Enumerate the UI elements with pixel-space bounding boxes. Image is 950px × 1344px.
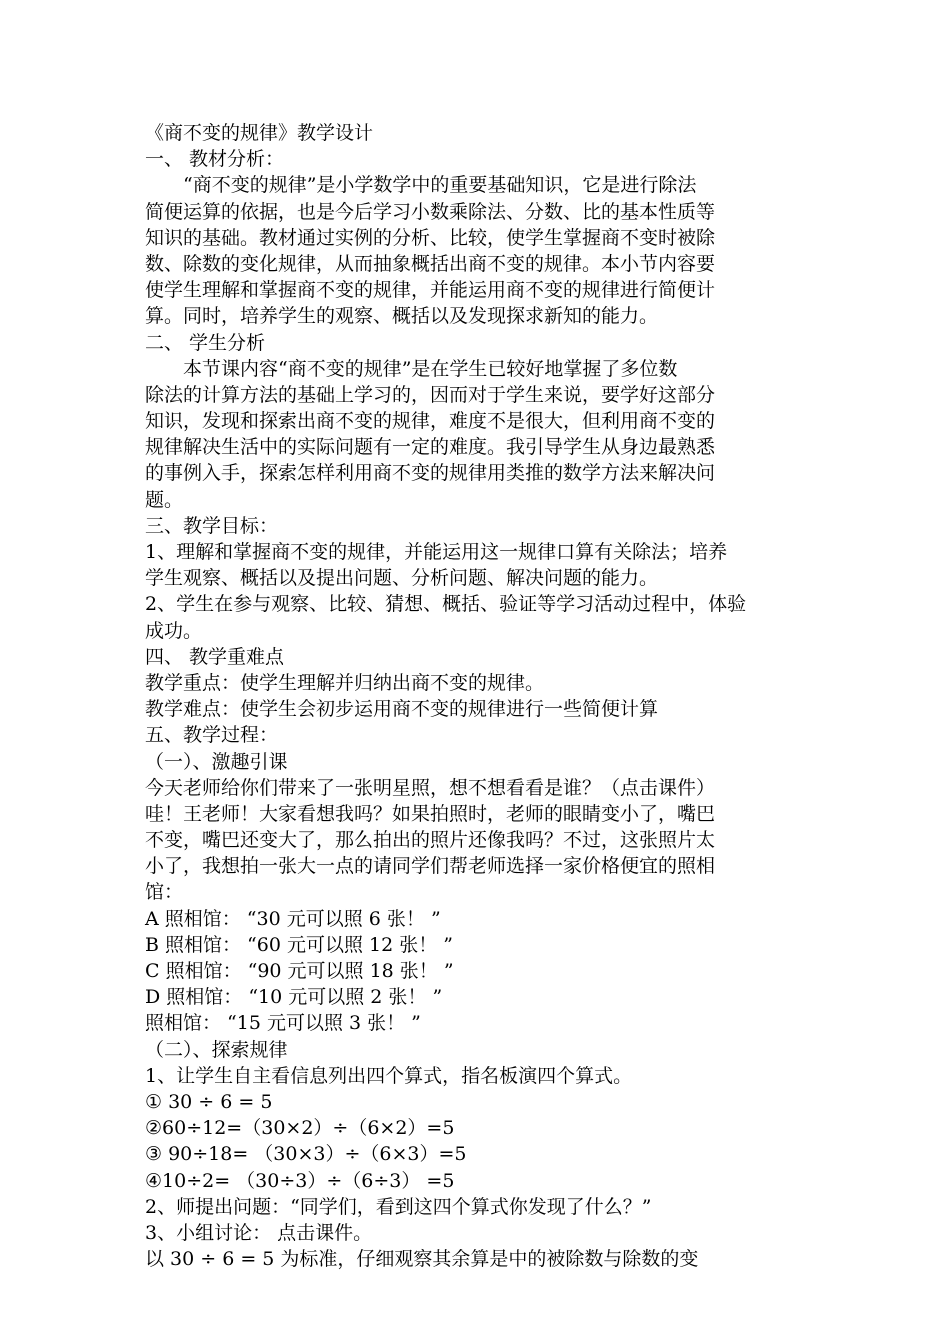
studio-line: C 照相馆： “90 元可以照 18 张！ ” xyxy=(145,960,454,982)
paragraph-line: 知识的基础。教材通过实例的分析、比较，使学生掌握商不变时被除 xyxy=(145,226,716,249)
equation-line: ④10÷2= （30÷3）÷（6÷3） =5 xyxy=(145,1169,455,1192)
subsection-heading-2: （二）、探索规律 xyxy=(145,1038,288,1061)
paragraph-line: 题。 xyxy=(145,488,184,511)
equation-line: ③ 90÷18= （30×3）÷（6×3）=5 xyxy=(145,1143,467,1166)
section-heading-5: 五、教学过程： xyxy=(145,724,279,747)
paragraph-line: 3、小组讨论： 点击课件。 xyxy=(145,1221,373,1244)
studio-line: 照相馆： “15 元可以照 3 张！ ” xyxy=(145,1012,421,1035)
paragraph-line: 算。同时，培养学生的观察、概括以及发现探求新知的能力。 xyxy=(145,305,659,328)
doc-title: 《商不变的规律》教学设计 xyxy=(145,122,374,144)
document-page xyxy=(145,120,810,1272)
goal-line: 学生观察、概括以及提出问题、分析问题、解决问题的能力。 xyxy=(145,567,659,590)
paragraph-line: 使学生理解和掌握商不变的规律，并能运用商不变的规律进行简便计 xyxy=(145,279,716,302)
paragraph-line: 不变，嘴巴还变大了，那么拍出的照片还像我吗？不过，这张照片太 xyxy=(145,829,716,852)
paragraph-line: “商不变的规律”是小学数学中的重要基础知识，它是进行除法 xyxy=(183,174,697,197)
paragraph-line: 1、让学生自主看信息列出四个算式，指名板演四个算式。 xyxy=(145,1064,633,1087)
paragraph-line: 本节课内容“商不变的规律”是在学生已较好地掌握了多位数 xyxy=(183,357,678,380)
paragraph-line: 知识，发现和探索出商不变的规律，难度不是很大，但利用商不变的 xyxy=(145,410,716,433)
section-heading-2: 二、 学生分析 xyxy=(145,331,266,354)
difficult-point-line: 教学难点：使学生会初步运用商不变的规律进行一些简便计算 xyxy=(145,698,659,721)
subsection-heading-1: （一）、激趣引课 xyxy=(145,750,288,773)
paragraph-line: 馆： xyxy=(145,881,184,904)
paragraph-line: 除法的计算方法的基础上学习的，因而对于学生来说，要学好这部分 xyxy=(145,383,716,406)
paragraph-line: 的事例入手，探索怎样利用商不变的规律用类推的数学方法来解决问 xyxy=(145,462,716,485)
paragraph-line: 小了，我想拍一张大一点的请同学们帮老师选择一家价格便宜的照相 xyxy=(145,855,716,878)
studio-line: D 照相馆： “10 元可以照 2 张！ ” xyxy=(145,986,443,1009)
section-heading-3: 三、教学目标： xyxy=(145,514,279,537)
goal-line: 1、理解和掌握商不变的规律，并能运用这一规律口算有关除法；培养 xyxy=(145,541,728,563)
goal-line: 2、学生在参与观察、比较、猜想、概括、验证等学习活动过程中，体验 xyxy=(145,593,747,616)
paragraph-line: 简便运算的依据，也是今后学习小数乘除法、分数、比的基本性质等 xyxy=(145,200,716,223)
paragraph-line: 规律解决生活中的实际问题有一定的难度。我引导学生从身边最熟悉 xyxy=(145,436,716,459)
goal-line: 成功。 xyxy=(145,619,203,642)
studio-line: A 照相馆： “30 元可以照 6 张！ ” xyxy=(145,907,441,930)
paragraph-line: 2、师提出问题：“同学们，看到这四个算式你发现了什么？” xyxy=(145,1195,652,1218)
key-point-line: 教学重点：使学生理解并归纳出商不变的规律。 xyxy=(145,671,545,694)
paragraph-line: 以 30 ÷ 6 = 5 为标准，仔细观察其余算是中的被除数与除数的变 xyxy=(145,1248,699,1271)
studio-line: B 照相馆： “60 元可以照 12 张！ ” xyxy=(145,933,453,956)
section-heading-4: 四、 教学重难点 xyxy=(145,645,285,668)
paragraph-line: 今天老师给你们带来了一张明星照，想不想看看是谁？（点击课件） xyxy=(145,776,716,799)
paragraph-line: 哇！王老师！大家看想我吗？如果拍照时，老师的眼睛变小了，嘴巴 xyxy=(145,802,716,825)
equation-line: ① 30 ÷ 6 = 5 xyxy=(145,1090,273,1113)
section-heading-1: 一、 教材分析： xyxy=(145,148,285,171)
paragraph-line: 数、除数的变化规律，从而抽象概括出商不变的规律。本小节内容要 xyxy=(145,252,716,275)
equation-line: ②60÷12=（30×2）÷（6×2）=5 xyxy=(145,1117,455,1140)
